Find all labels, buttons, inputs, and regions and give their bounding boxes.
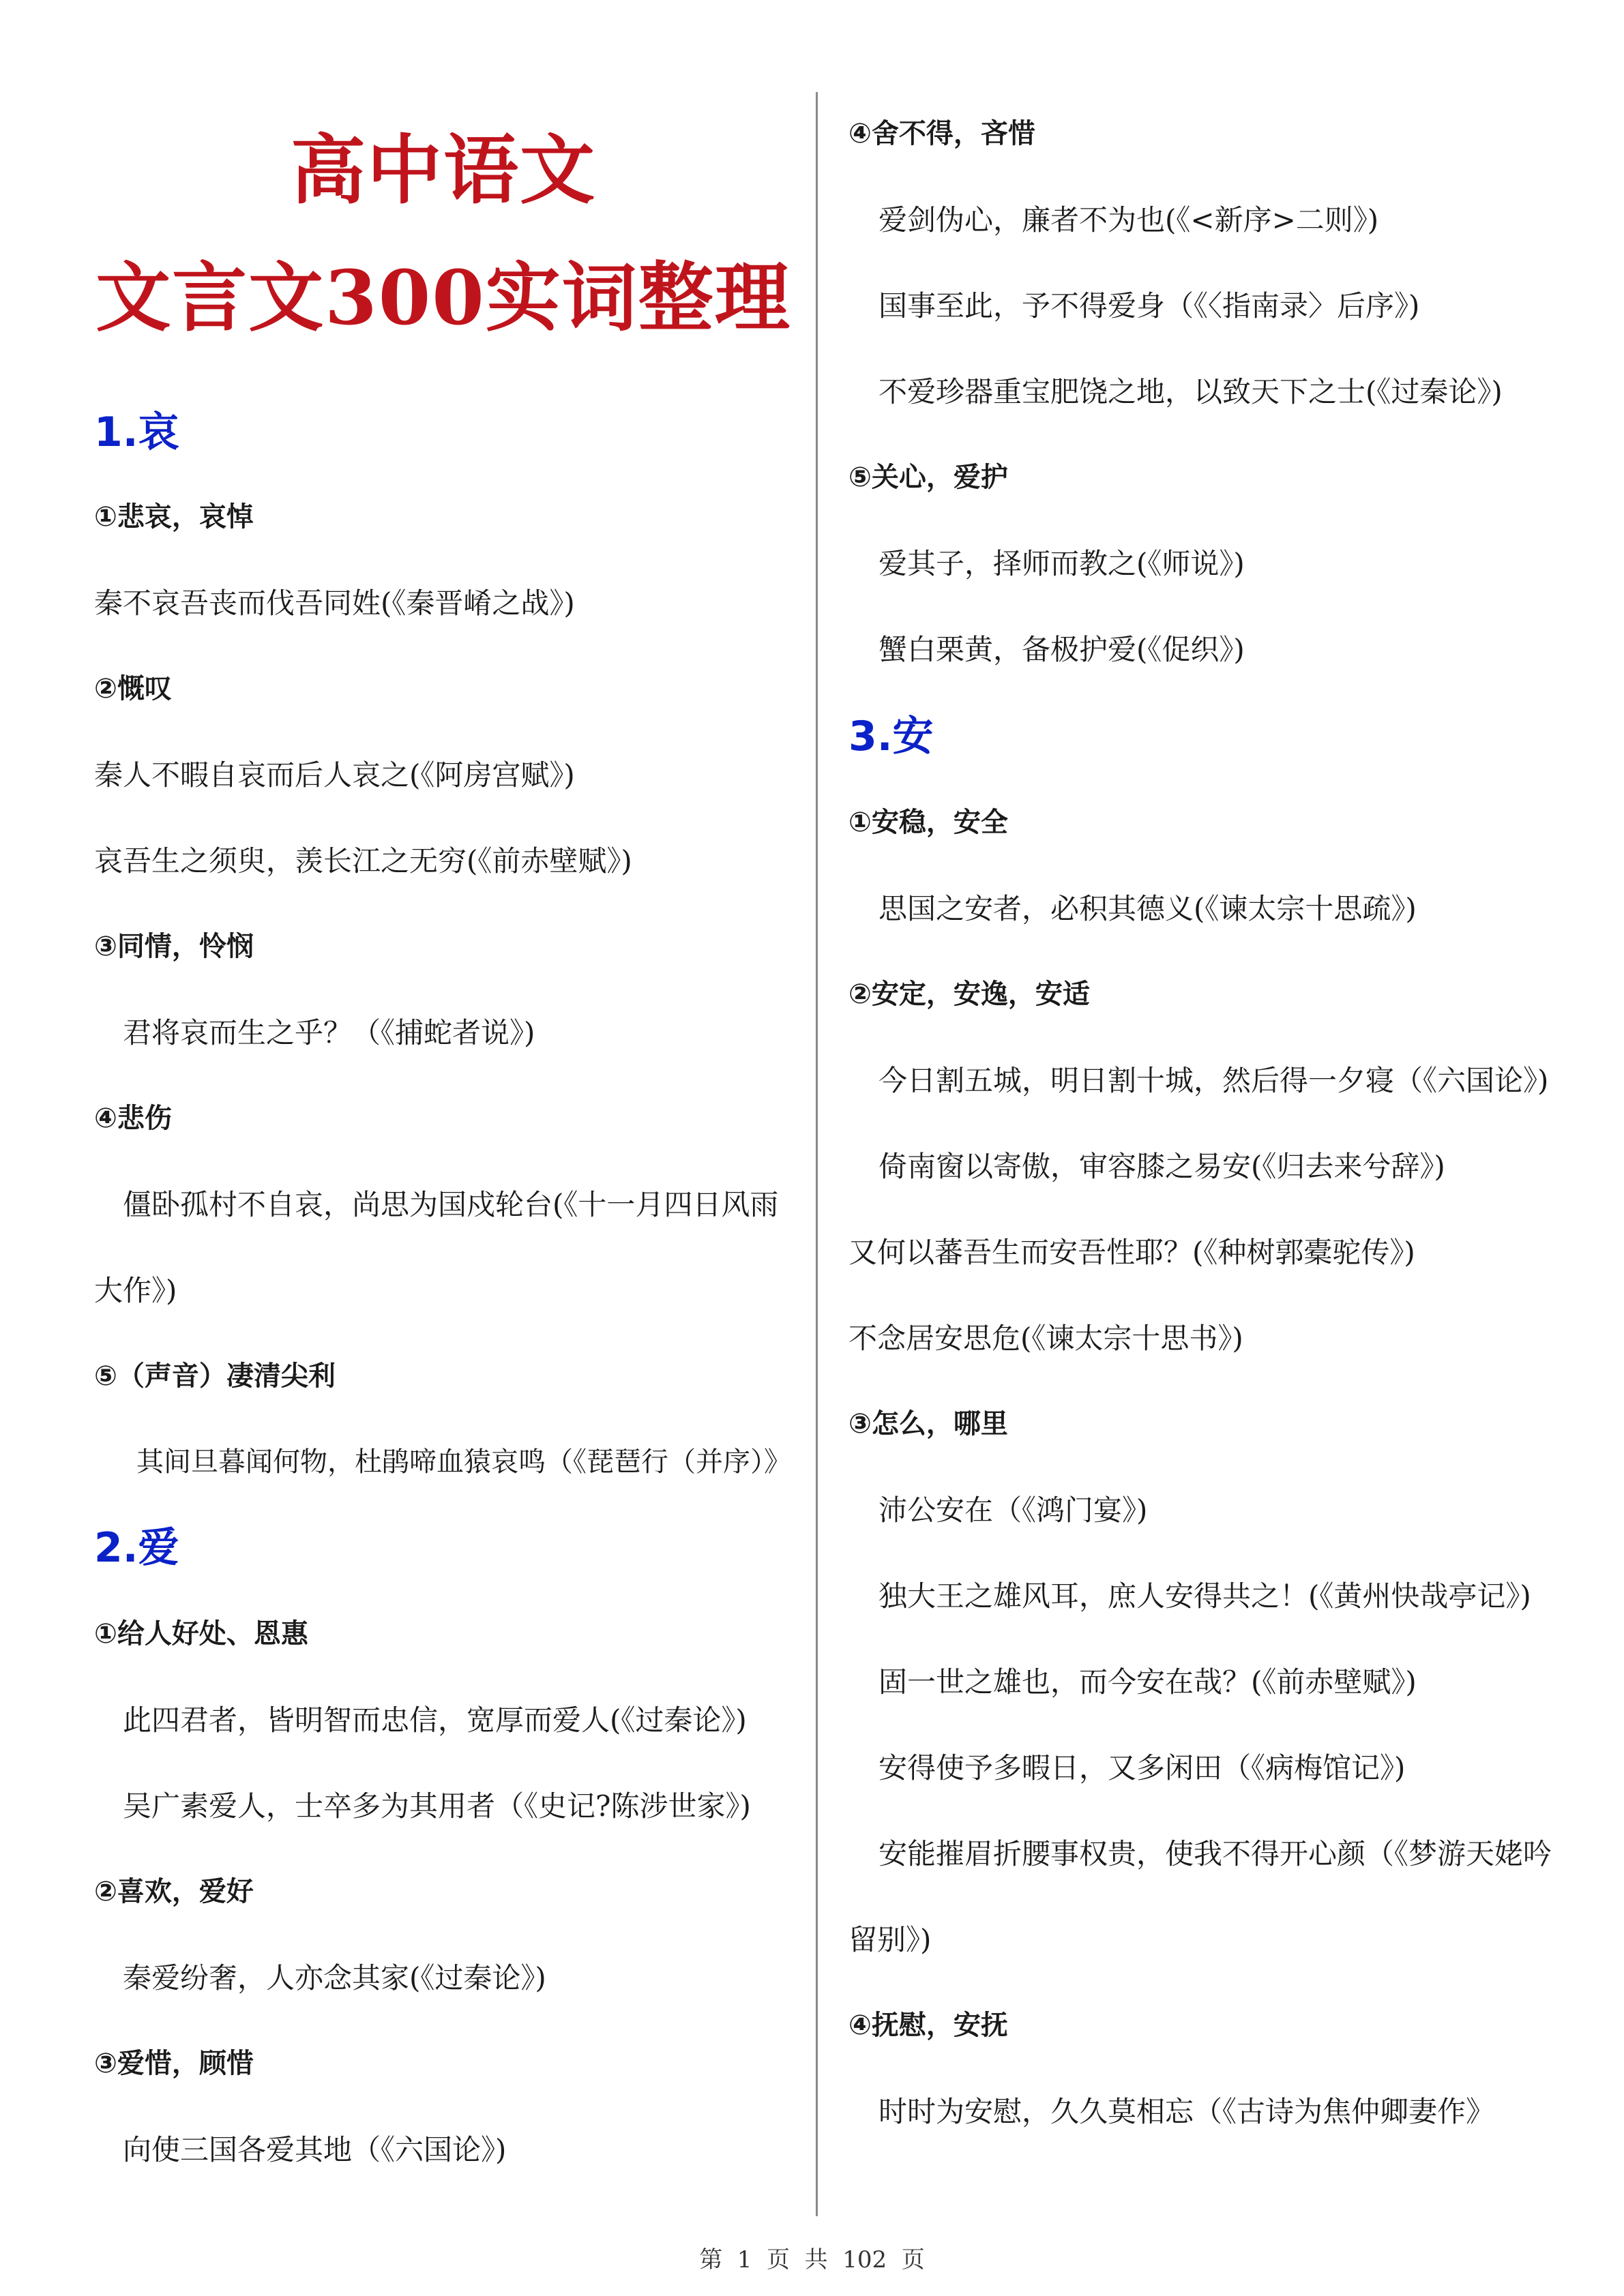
meaning-label: ③同情，怜悯 bbox=[94, 931, 254, 962]
example-sentence: 不爱珍器重宝肥饶之地，以致天下之士(《过秦论》) bbox=[879, 375, 1503, 408]
example-sentence: 安能摧眉折腰事权贵，使我不得开心颜（《梦游天姥吟 bbox=[879, 1837, 1552, 1870]
entry-heading: 2.爱 bbox=[94, 1524, 179, 1572]
meaning-label: ③怎么，哪里 bbox=[848, 1408, 1008, 1440]
example-sentence: 君将哀而生之乎？（《捕蛇者说》) bbox=[123, 1016, 535, 1049]
column-divider bbox=[816, 92, 818, 2216]
example-sentence: 留别》) bbox=[848, 1923, 932, 1956]
meaning-label: ④舍不得，吝惜 bbox=[848, 118, 1035, 149]
meaning-label: ②安定，安逸，安适 bbox=[848, 979, 1090, 1010]
example-sentence: 今日割五城，明日割十城，然后得一夕寝（《六国论》) bbox=[879, 1064, 1549, 1097]
example-sentence: 固一世之雄也，而今安在哉？(《前赤壁赋》) bbox=[879, 1665, 1417, 1699]
example-sentence: 向使三国各爱其地（《六国论》) bbox=[123, 2133, 507, 2166]
meaning-label: ①安稳，安全 bbox=[848, 807, 1008, 838]
example-sentence: 秦人不暇自哀而后人哀之(《阿房宫赋》) bbox=[94, 758, 575, 792]
example-sentence: 蟹白栗黄，备极护爱(《促织》) bbox=[879, 633, 1245, 666]
meaning-label: ④悲伤 bbox=[94, 1103, 172, 1134]
document-title-line1: 高中语文 bbox=[291, 126, 596, 214]
example-sentence: 其间旦暮闻何物，杜鹃啼血猿哀鸣（《琵琶行（并序）》 bbox=[136, 1446, 791, 1478]
example-sentence: 倚南窗以寄傲，审容膝之易安(《归去来兮辞》) bbox=[879, 1150, 1445, 1183]
example-sentence: 僵卧孤村不自哀，尚思为国戍轮台(《十一月四日风雨 bbox=[123, 1188, 779, 1221]
entry-heading: 3.安 bbox=[848, 713, 934, 760]
example-sentence: 吴广素爱人，士卒多为其用者（《史记?陈涉世家》) bbox=[123, 1789, 751, 1823]
meaning-label: ①给人好处、恩惠 bbox=[94, 1618, 308, 1650]
example-sentence: 此四君者，皆明智而忠信，宽厚而爱人(《过秦论》) bbox=[123, 1703, 747, 1737]
example-sentence: 安得使予多暇日，又多闲田（《病梅馆记》) bbox=[879, 1751, 1406, 1785]
example-sentence: 秦爱纷奢，人亦念其家(《过秦论》) bbox=[123, 1961, 546, 1995]
meaning-label: ⑤（声音）凄清尖利 bbox=[94, 1360, 336, 1392]
meaning-label: ⑤关心，爱护 bbox=[848, 462, 1008, 493]
example-sentence: 不念居安思危(《谏太宗十思书》) bbox=[848, 1322, 1243, 1355]
entry-heading: 1.哀 bbox=[94, 408, 179, 456]
example-sentence: 大作》) bbox=[94, 1274, 177, 1307]
example-sentence: 爱剑伪心，廉者不为也(《<新序>二则》) bbox=[879, 203, 1379, 237]
example-sentence: 思国之安者，必积其德义(《谏太宗十思疏》) bbox=[879, 892, 1417, 925]
example-sentence: 爱其子，择师而教之(《师说》) bbox=[879, 547, 1245, 580]
example-sentence: 独大王之雄风耳，庶人安得共之！(《黄州快哉亭记》) bbox=[879, 1579, 1531, 1613]
example-sentence: 秦不哀吾丧而伐吾同姓(《秦晋崤之战》) bbox=[94, 586, 575, 620]
meaning-label: ②慨叹 bbox=[94, 673, 172, 704]
meaning-label: ④抚慰，安抚 bbox=[848, 2010, 1008, 2041]
meaning-label: ①悲哀，哀悼 bbox=[94, 501, 254, 533]
meaning-label: ③爱惜，顾惜 bbox=[94, 2048, 254, 2079]
example-sentence: 沛公安在（《鸿门宴》) bbox=[879, 1493, 1148, 1527]
example-sentence: 时时为安慰，久久莫相忘（《古诗为焦仲卿妻作》 bbox=[879, 2095, 1495, 2128]
meaning-label: ②喜欢，爱好 bbox=[94, 1876, 254, 1907]
document-title-line2: 文言文300实词整理 bbox=[95, 254, 791, 342]
page-footer: 第 1 页 共 102 页 bbox=[699, 2246, 925, 2273]
example-sentence: 又何以蕃吾生而安吾性耶？(《种树郭橐驼传》) bbox=[848, 1236, 1415, 1269]
example-sentence: 哀吾生之须臾，羡长江之无穷(《前赤壁赋》) bbox=[94, 844, 632, 878]
example-sentence: 国事至此，予不得爱身（《〈指南录〉后序》) bbox=[879, 289, 1420, 323]
